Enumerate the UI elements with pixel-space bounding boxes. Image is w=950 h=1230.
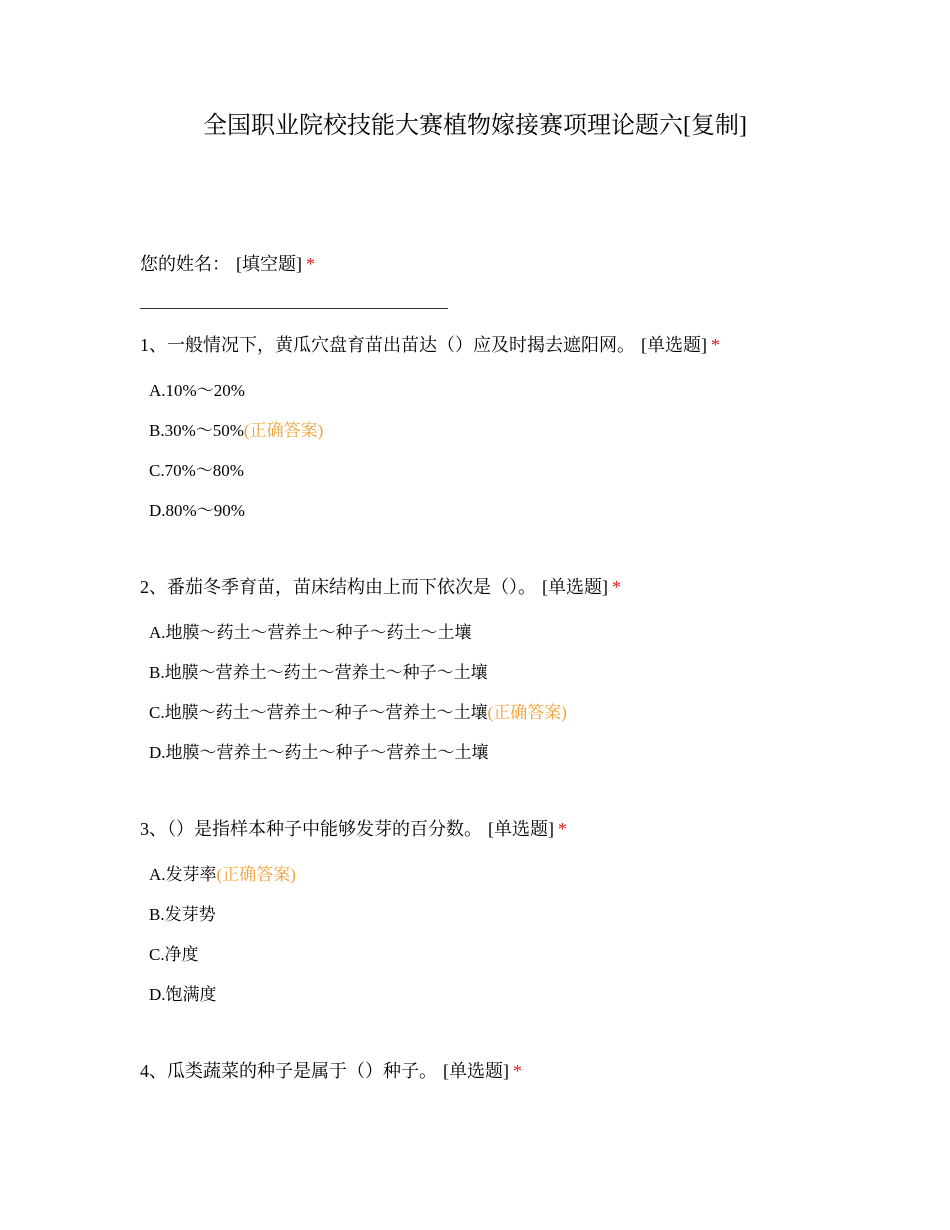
question-type: [填空题] xyxy=(236,254,302,274)
question-text: 4、瓜类蔬菜的种子是属于（）种子。 xyxy=(140,1061,437,1081)
option-q2-b[interactable] xyxy=(149,661,488,685)
correct-answer-mark: (正确答案) xyxy=(487,703,567,722)
question-text: 1、一般情况下，黄瓜穴盘育苗出苗达（）应及时揭去遮阳网。 xyxy=(140,335,635,355)
required-mark: * xyxy=(306,254,315,274)
option-text: D.饱满度 xyxy=(149,985,217,1004)
required-mark: * xyxy=(612,577,621,597)
option-text: B.发芽势 xyxy=(149,905,216,924)
option-q1-a[interactable] xyxy=(149,379,245,403)
option-q2-d[interactable] xyxy=(149,741,489,765)
required-mark: * xyxy=(513,1061,522,1081)
correct-answer-mark: (正确答案) xyxy=(216,865,296,884)
correct-answer-mark: (正确答案) xyxy=(243,421,324,440)
question-type: [单选题] xyxy=(641,335,707,355)
required-mark: * xyxy=(558,819,567,839)
option-q3-d[interactable] xyxy=(149,983,217,1007)
option-q3-c[interactable] xyxy=(149,943,199,967)
option-q2-c[interactable] xyxy=(149,701,567,725)
question-text: 2、番茄冬季育苗，苗床结构由上而下依次是（）。 xyxy=(140,577,536,597)
name-label: 您的姓名： xyxy=(140,254,230,274)
question-type: [单选题] xyxy=(542,577,608,597)
option-q1-d[interactable] xyxy=(149,499,245,523)
name-question xyxy=(140,252,315,276)
option-text: A.地膜～药土～营养土～种子～药土～土壤 xyxy=(149,623,472,642)
option-q1-b[interactable] xyxy=(149,419,323,443)
option-text: B.地膜～营养土～药土～营养土～种子～土壤 xyxy=(149,663,488,682)
question-3 xyxy=(140,817,567,841)
required-mark: * xyxy=(711,335,720,355)
option-text: C.70%～80% xyxy=(149,461,244,480)
question-type: [单选题] xyxy=(443,1061,509,1081)
option-text: D.80%～90% xyxy=(149,501,245,520)
question-4 xyxy=(140,1059,522,1083)
option-text: C.地膜～药土～营养土～种子～营养土～土壤 xyxy=(149,703,488,722)
question-2 xyxy=(140,575,621,599)
question-1 xyxy=(140,333,720,357)
option-q2-a[interactable] xyxy=(149,621,472,645)
option-text: A.10%～20% xyxy=(149,381,245,400)
option-text: A.发芽率 xyxy=(149,865,217,884)
option-text: C.净度 xyxy=(149,945,199,964)
page-title: 全国职业院校技能大赛植物嫁接赛项理论题六[复制] xyxy=(203,113,747,139)
option-q3-b[interactable] xyxy=(149,903,216,927)
option-text: D.地膜～营养土～药土～种子～营养土～土壤 xyxy=(149,743,489,762)
name-input-line[interactable] xyxy=(140,308,448,309)
option-q3-a[interactable] xyxy=(149,863,296,887)
option-q1-c[interactable] xyxy=(149,459,244,483)
question-text: 3、（）是指样本种子中能够发芽的百分数。 xyxy=(140,819,482,839)
question-type: [单选题] xyxy=(488,819,554,839)
option-text: B.30%～50% xyxy=(149,421,244,440)
